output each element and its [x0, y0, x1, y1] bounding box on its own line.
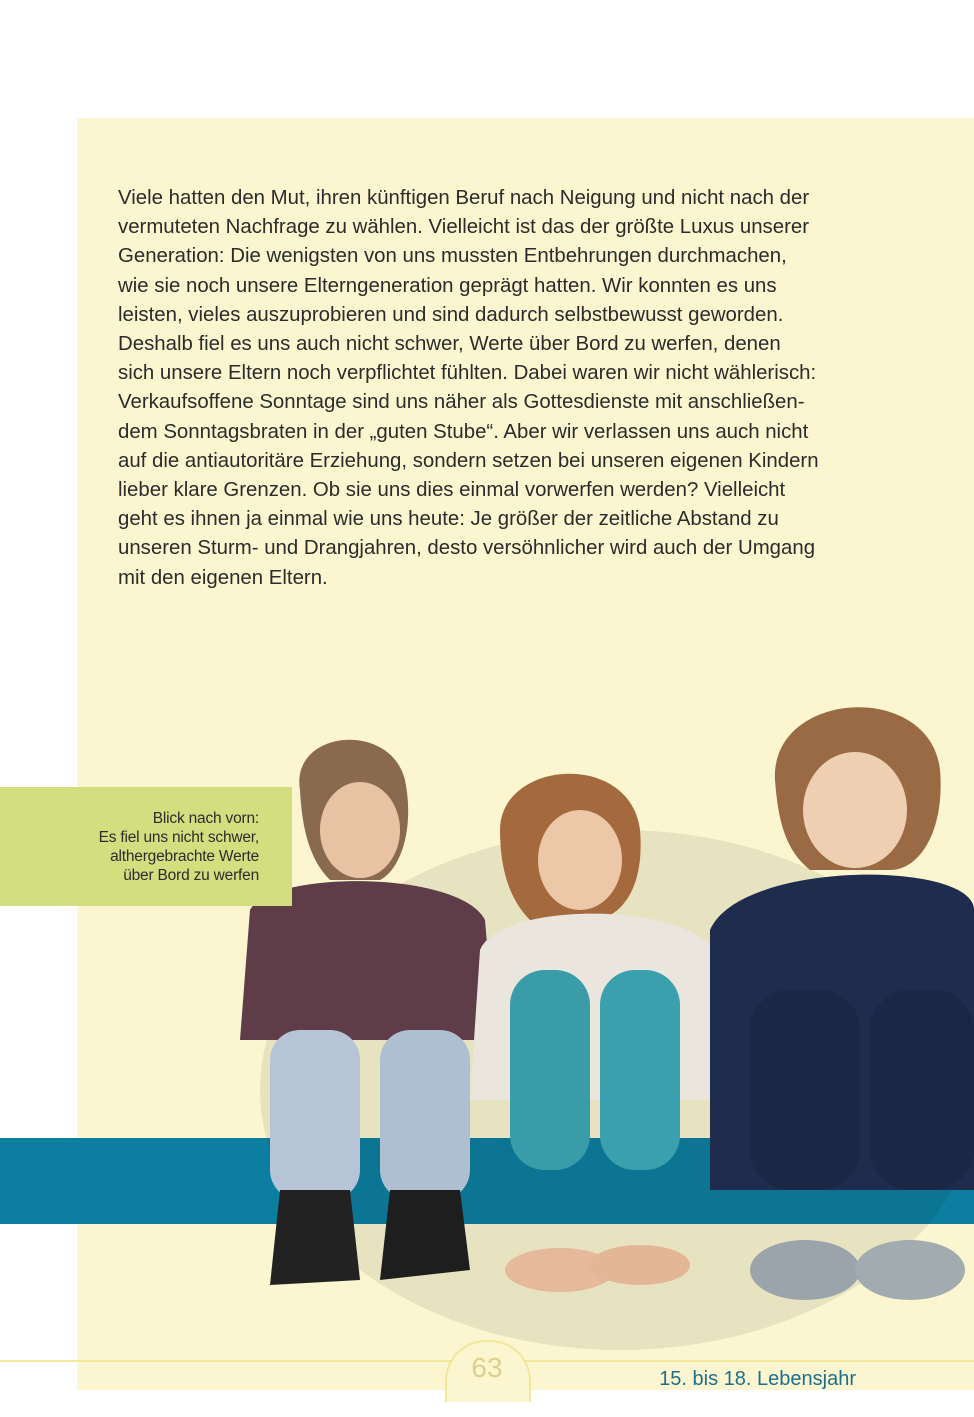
photo-three-young-women	[230, 670, 974, 1360]
body-paragraph: Viele hatten den Mut, ihren künftigen Beruf nach Neigung und nicht nach der vermuteten Nachfrage zu wählen. Vielleicht ist das der größte Luxus unserer Generation: Die wenigsten von uns mussten Entbehrungen durchmachen, wie sie noch unsere Elterngeneration geprägt hatten. Wir konnten es uns leisten, vieles auszuprobieren und sind dadurch selbstbewusst geworden. Deshalb fiel es uns auch nicht schwer, Werte über Bord zu werfen, denen sich unsere Eltern noch verpflichtet fühlten. Dabei waren wir nicht wählerisch: Verkaufsoffene Sonntage sind uns näher als Gottesdienste mit anschließen- dem Sonntagsbraten in der „guten Stube“. Aber wir verlassen uns auch nicht auf die antiautoritäre Erziehung, sondern setzen bei unseren eigenen Kindern lieber klare Grenzen. Ob sie uns dies einmal vorwerfen werden? Vielleicht geht es ihnen ja einmal wie uns heute: Je größer der zeitliche Abstand zu unseren Sturm- und Drangjahren, desto versöhnlicher wird auch der Umgang mit den eigenen Eltern.	[118, 187, 819, 589]
photo-caption: Blick nach vorn: Es fiel uns nicht schwer, althergebrachte Werte über Bord zu werfen	[98, 810, 259, 884]
section-label: 15. bis 18. Lebensjahr	[659, 1368, 856, 1390]
page-number: 63	[471, 1352, 503, 1383]
caption-band	[0, 787, 292, 906]
